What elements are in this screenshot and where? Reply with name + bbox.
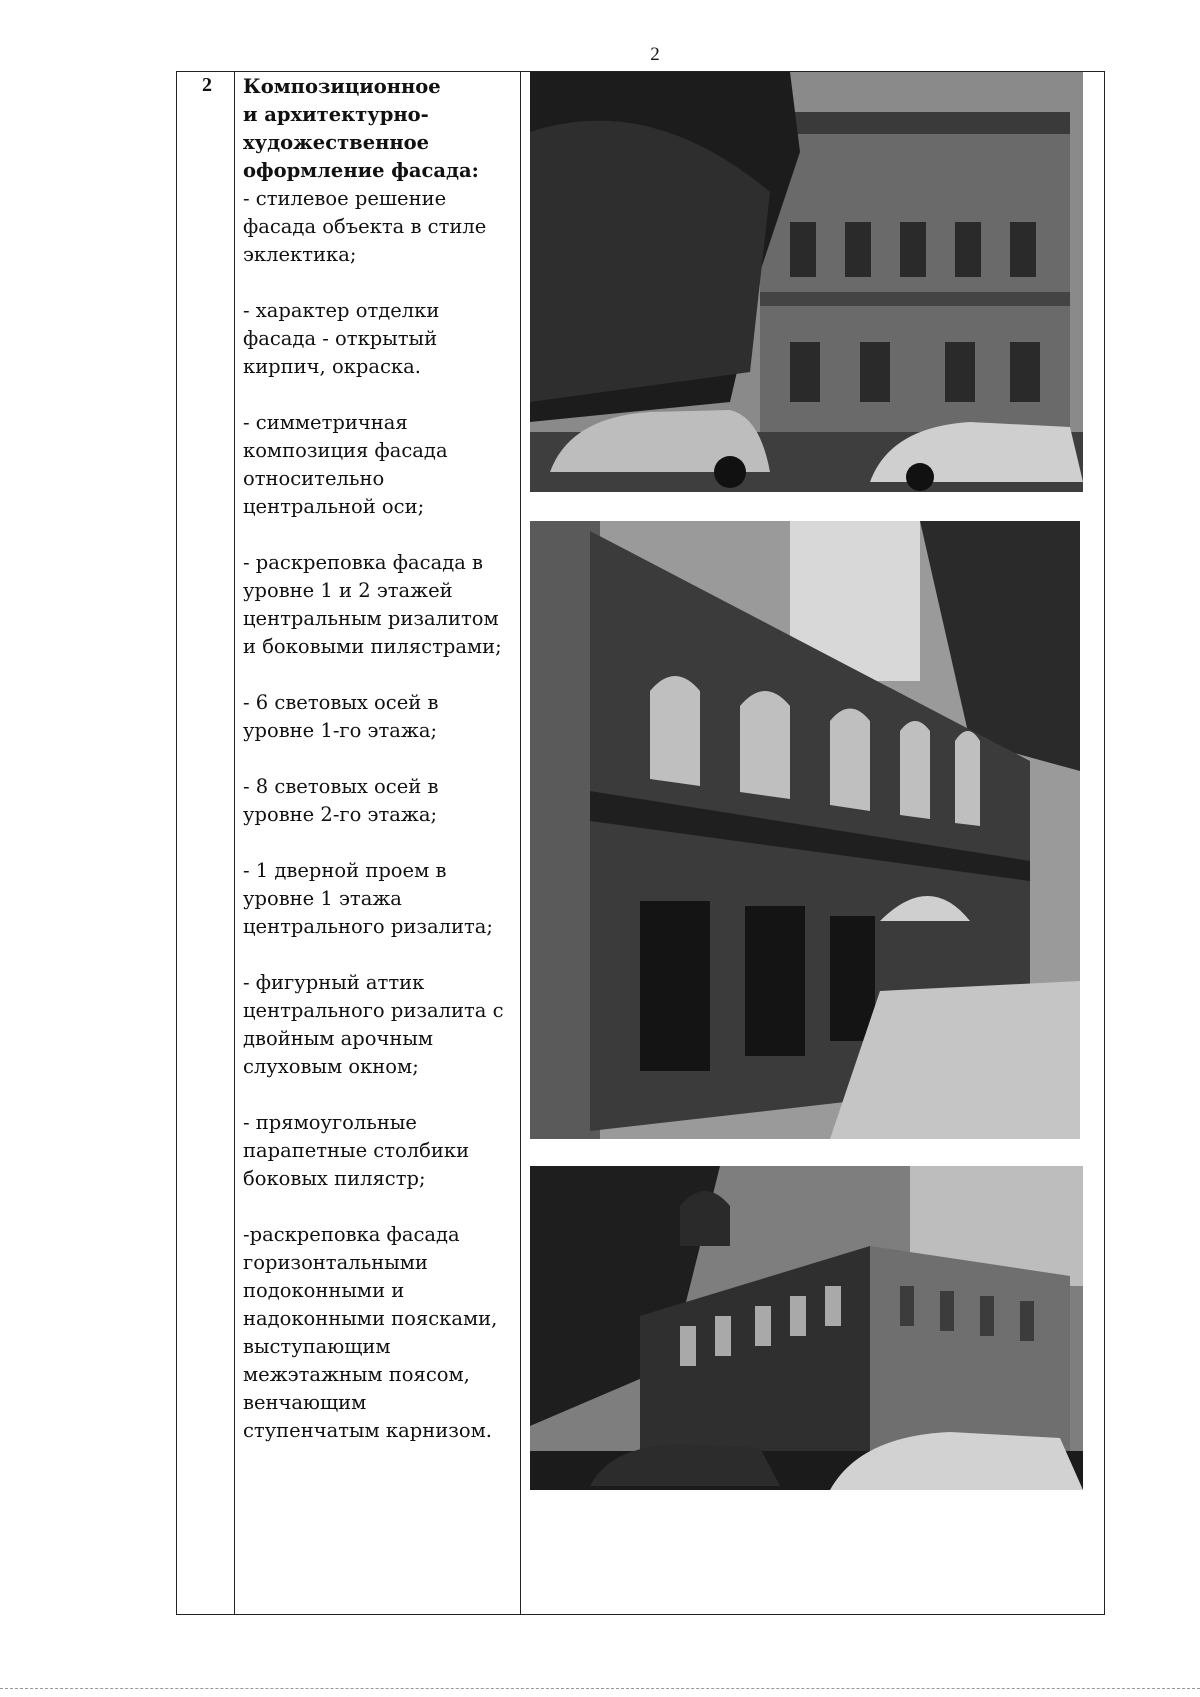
- item-line: относительно: [243, 467, 385, 490]
- item-line: центральным ризалитом: [243, 607, 499, 630]
- feature-item: [243, 857, 519, 941]
- item-line: - фигурный аттик: [243, 971, 425, 994]
- building-photo-icon: [530, 521, 1080, 1139]
- feature-item: [243, 185, 519, 269]
- item-line: -раскреповка фасада: [243, 1223, 460, 1246]
- item-line: - раскреповка фасада в: [243, 551, 483, 574]
- column-divider: [234, 72, 235, 1614]
- item-line: межэтажным поясом,: [243, 1363, 470, 1386]
- item-line: центрального ризалита;: [243, 915, 493, 938]
- facade-photo-corner-view: [530, 1166, 1083, 1490]
- facade-photo-street-view: [530, 72, 1083, 492]
- feature-item: [243, 409, 519, 521]
- item-line: уровне 1 и 2 этажей: [243, 579, 453, 602]
- building-photo-icon: [530, 1166, 1083, 1490]
- scan-edge-rule: [0, 1688, 1200, 1689]
- item-line: подоконными и: [243, 1279, 405, 1302]
- heading-line: и архитектурно-: [243, 103, 429, 126]
- item-line: горизонтальными: [243, 1251, 428, 1274]
- heading-line: художественное: [243, 131, 430, 154]
- description-cell: [243, 73, 519, 1473]
- building-photo-icon: [530, 72, 1083, 492]
- item-line: - прямоугольные: [243, 1111, 417, 1134]
- description-table: [176, 71, 1105, 1615]
- section-heading: [243, 73, 519, 185]
- feature-item: [243, 969, 519, 1081]
- item-line: фасада объекта в стиле: [243, 215, 487, 238]
- row-number: 2: [202, 74, 212, 96]
- feature-item: [243, 297, 519, 381]
- item-line: слуховым окном;: [243, 1055, 419, 1078]
- item-line: двойным арочным: [243, 1027, 434, 1050]
- heading-line: оформление фасада:: [243, 159, 479, 182]
- item-line: венчающим: [243, 1391, 367, 1414]
- item-line: кирпич, окраска.: [243, 355, 421, 378]
- item-line: уровне 2-го этажа;: [243, 803, 438, 826]
- item-line: - стилевое решение: [243, 187, 447, 210]
- feature-item: [243, 689, 519, 745]
- item-line: - 1 дверной проем в: [243, 859, 447, 882]
- feature-item: [243, 549, 519, 661]
- heading-line: Композиционное: [243, 75, 441, 98]
- item-line: выступающим: [243, 1335, 391, 1358]
- item-line: - симметричная: [243, 411, 408, 434]
- item-line: композиция фасада: [243, 439, 448, 462]
- item-line: - характер отделки: [243, 299, 440, 322]
- column-divider: [520, 72, 521, 1614]
- item-line: - 6 световых осей в: [243, 691, 439, 714]
- item-line: уровне 1-го этажа;: [243, 719, 438, 742]
- item-line: эклектика;: [243, 243, 357, 266]
- item-line: центрального ризалита с: [243, 999, 504, 1022]
- item-line: парапетные столбики: [243, 1139, 470, 1162]
- page-number: 2: [650, 44, 660, 65]
- item-line: - 8 световых осей в: [243, 775, 439, 798]
- feature-item: [243, 1221, 519, 1445]
- facade-photo-angled-view: [530, 521, 1080, 1139]
- feature-item: [243, 773, 519, 829]
- feature-item: [243, 1109, 519, 1193]
- item-line: уровне 1 этажа: [243, 887, 402, 910]
- item-line: боковых пилястр;: [243, 1167, 426, 1190]
- item-line: фасада - открытый: [243, 327, 438, 350]
- item-line: и боковыми пилястрами;: [243, 635, 502, 658]
- item-line: ступенчатым карнизом.: [243, 1419, 492, 1442]
- item-line: центральной оси;: [243, 495, 425, 518]
- item-line: надоконными поясками,: [243, 1307, 498, 1330]
